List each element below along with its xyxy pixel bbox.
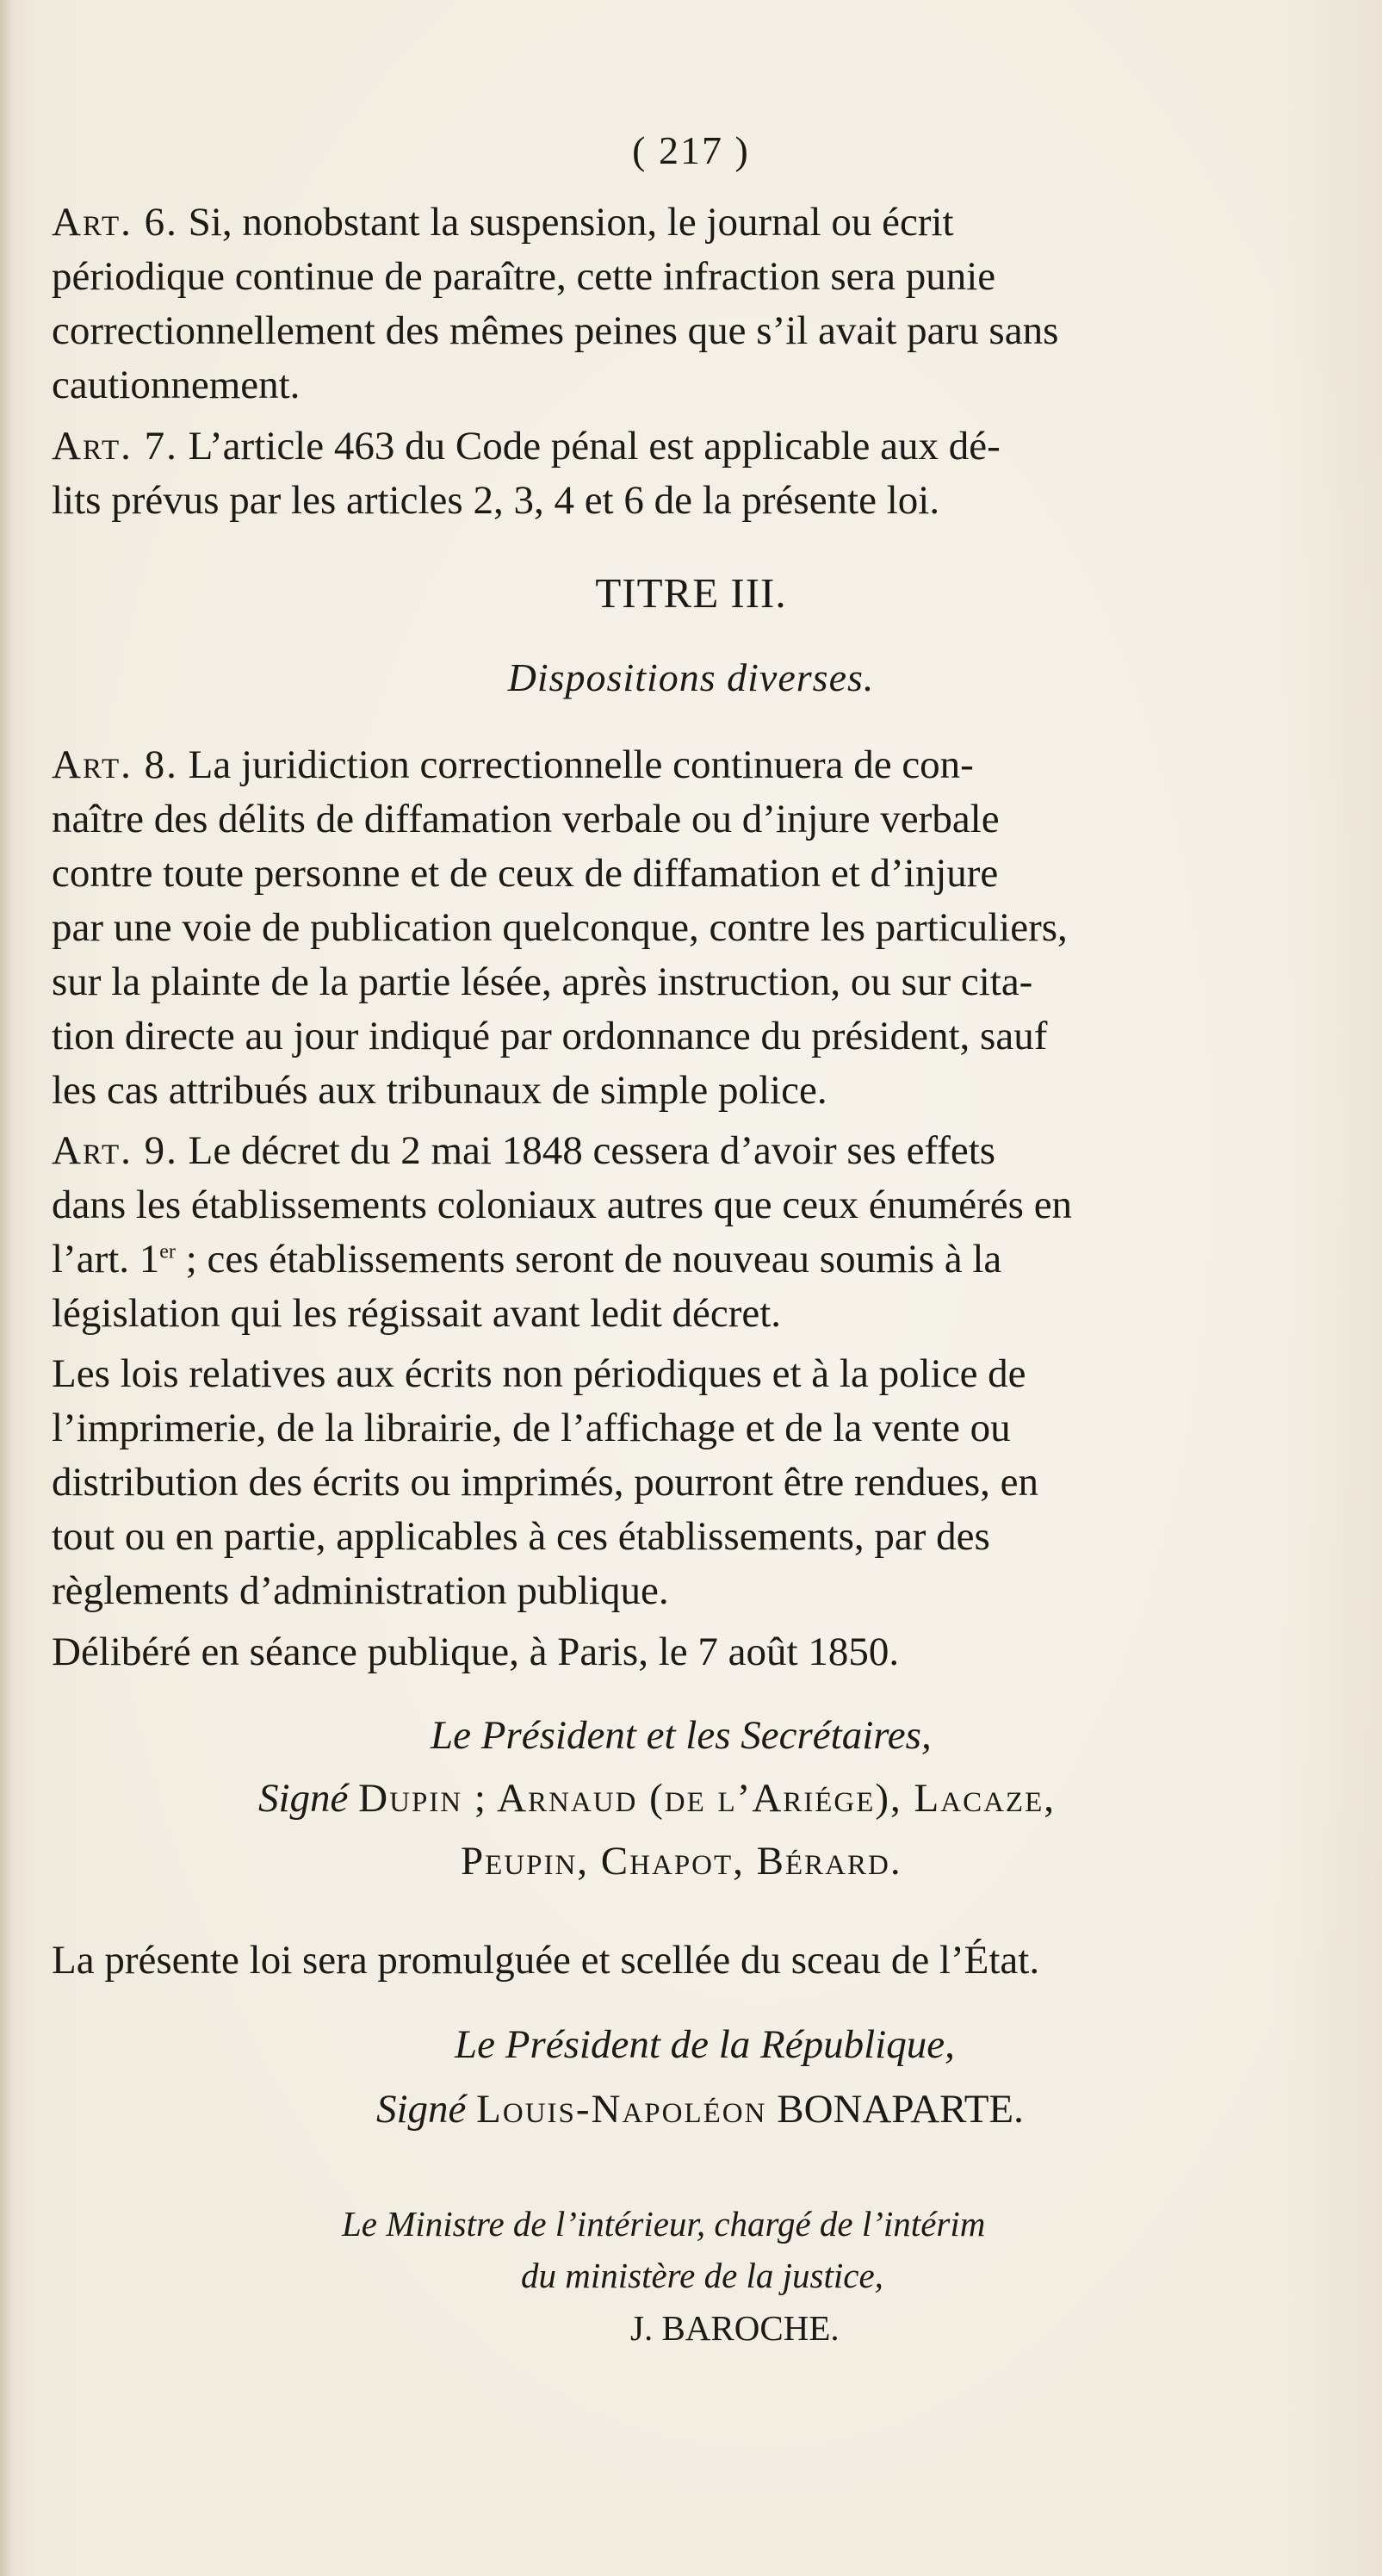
art9-line-3-a: l’art. 1 — [52, 1237, 160, 1282]
lois-line-3: distribution des écrits ou imprimés, pourront être rendues, en — [52, 1460, 1039, 1505]
art8-line-5: sur la plainte de la partie lésée, après instruction, ou sur cita- — [52, 959, 1033, 1004]
art9-line-1 — [52, 1125, 995, 1176]
art6-line-3: correctionnellement des mêmes peines que s’il avait paru sans — [52, 308, 1059, 353]
art9-text-1: Le décret du 2 mai 1848 cessera d’avoir ses effets — [188, 1128, 996, 1173]
president-signature-line — [376, 2083, 1024, 2135]
art6-text-1: Si, nonobstant la suspension, le journal ou écrit — [188, 200, 954, 245]
art7-line-2: lits prévus par les articles 2, 3, 4 et 6 de la présente loi. — [52, 478, 940, 523]
art9-line-3-b: ; ces établissements seront de nouveau soumis à la — [185, 1237, 1002, 1282]
art8-line-2: naître des délits de diffamation verbale ou d’injure verbale — [52, 797, 1000, 841]
art8-line-6: tion directe au jour indiqué par ordonnance du président, sauf — [52, 1014, 1048, 1058]
art7-label: Art. 7. — [52, 424, 178, 469]
lois-line-2: l’imprimerie, de la librairie, de l’affichage et de la vente ou — [52, 1406, 1011, 1450]
president-name-caps: BONAPARTE. — [777, 2087, 1024, 2132]
art7-text-1: L’article 463 du Code pénal est applicable aux dé- — [188, 424, 1001, 469]
assembly-signe: Signé — [258, 1776, 349, 1821]
title-3-subheading: Dispositions diverses. — [507, 655, 875, 699]
title-3-heading: TITRE III. — [595, 569, 787, 617]
art7-line-1 — [52, 420, 1001, 472]
art8-text-1: La juridiction correctionnelle continuera de con- — [188, 742, 974, 787]
promulgation-line: La présente loi sera promulguée et scellée du sceau de l’État. — [52, 1938, 1040, 1983]
art6-line-4: cautionnement. — [52, 363, 301, 407]
art8-label: Art. 8. — [52, 742, 178, 787]
assembly-signature-title: Le Président et les Secrétaires, — [431, 1713, 932, 1758]
minister-signature-line-2: du ministère de la justice, — [521, 2256, 883, 2295]
art9-line-2: dans les établissements coloniaux autres que ceux énumérés en — [52, 1182, 1073, 1227]
art8-line-3: contre toute personne et de ceux de diffamation et d’injure — [52, 851, 999, 896]
minister-signature-name: J. BAROCHE. — [630, 2308, 840, 2348]
lois-line-4: tout ou en partie, applicables à ces établissements, par des — [52, 1514, 990, 1559]
president-signe: Signé — [376, 2087, 467, 2132]
assembly-signature-line-1 — [258, 1772, 1056, 1824]
art9-line-4: législation qui les régissait avant ledit décret. — [52, 1291, 782, 1336]
art6-line-1 — [52, 196, 954, 248]
art6-label: Art. 6. — [52, 200, 178, 245]
assembly-signature-line-2: Peupin, Chapot, Bérard. — [461, 1839, 902, 1884]
lois-line-1: Les lois relatives aux écrits non périodiques et à la police de — [52, 1351, 1026, 1396]
art9-label: Art. 9. — [52, 1128, 178, 1173]
art9-line-3 — [52, 1233, 1001, 1285]
assembly-names-1: Dupin ; Arnaud (de l’Ariége), Lacaze, — [358, 1776, 1057, 1821]
art6-line-2: périodique continue de paraître, cette infraction sera punie — [52, 254, 996, 299]
page-number: ( 217 ) — [632, 128, 750, 172]
art9-superscript: er — [159, 1240, 176, 1263]
art8-line-1 — [52, 739, 974, 791]
president-name-smallcaps: Louis-Napoléon — [476, 2087, 767, 2132]
art8-line-7: les cas attribués aux tribunaux de simple police. — [52, 1068, 827, 1113]
page-binding-edge — [0, 0, 12, 2576]
president-signature-title: Le Président de la République, — [455, 2022, 955, 2067]
minister-signature-line-1: Le Ministre de l’intérieur, chargé de l’intérim — [342, 2204, 986, 2244]
art8-line-4: par une voie de publication quelconque, contre les particuliers, — [52, 905, 1068, 950]
delibere-line: Délibéré en séance publique, à Paris, le 7 août 1850. — [52, 1629, 900, 1674]
lois-line-5: règlements d’administration publique. — [52, 1568, 669, 1613]
